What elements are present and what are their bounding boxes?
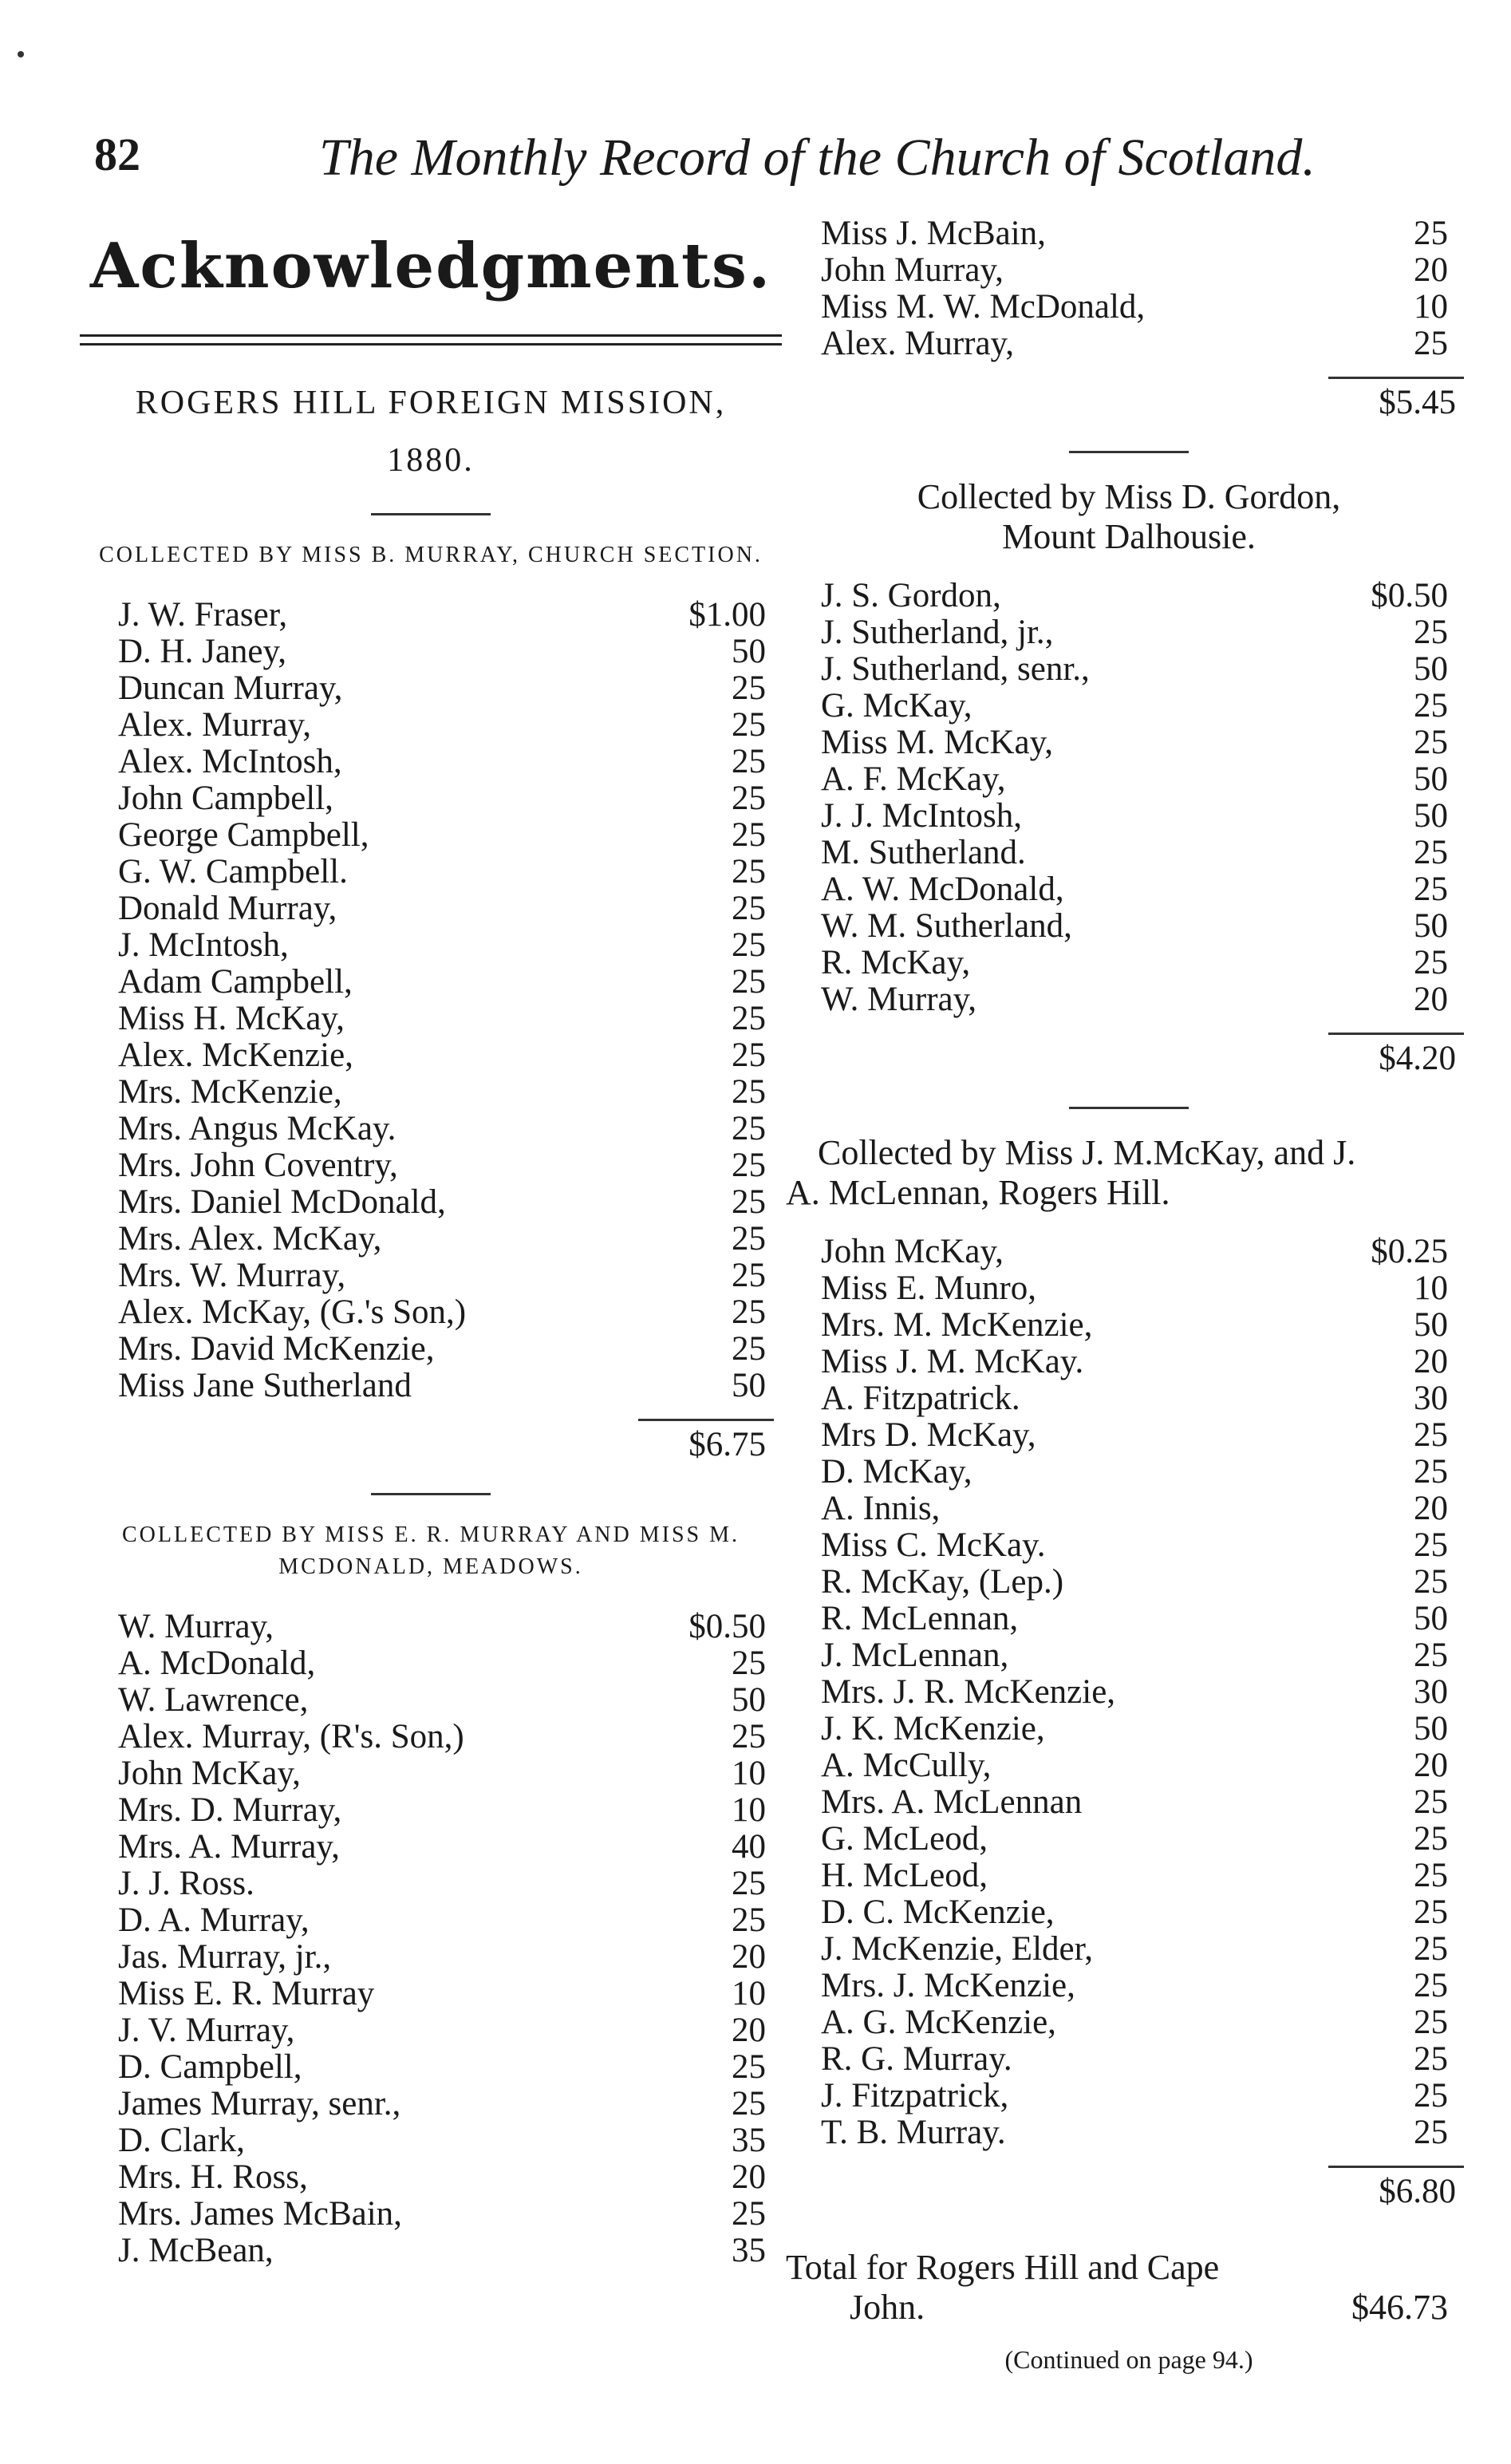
contributor-name: Mrs. A. Murray, [118, 1828, 340, 1866]
contribution-row [821, 1454, 1448, 1491]
contribution-amount: 25 [1414, 944, 1448, 981]
contributor-name: J. McKenzie, Elder, [821, 1930, 1093, 1968]
contribution-amount: 50 [732, 1367, 766, 1404]
contribution-amount: $0.50 [688, 1608, 766, 1645]
grand-total-label-line1: Total for Rogers Hill and Cape [786, 2248, 1220, 2287]
contribution-amount: 25 [732, 1073, 766, 1111]
contribution-amount: 25 [732, 890, 766, 927]
contributor-name: A. McCully, [821, 1747, 992, 1784]
contribution-amount: 25 [732, 853, 766, 890]
contributor-name: A. McDonald, [118, 1645, 316, 1682]
short-divider [371, 513, 491, 515]
contribution-amount: 25 [732, 2085, 766, 2122]
contribution-amount: 50 [1414, 760, 1448, 798]
contribution-amount: 25 [732, 669, 766, 707]
contribution-amount: 25 [1414, 1967, 1448, 2004]
contribution-amount: 20 [732, 1938, 766, 1976]
contributor-name: D. McKay, [821, 1453, 972, 1491]
contribution-row [821, 981, 1448, 1018]
contribution-amount: 20 [1414, 1747, 1448, 1784]
contribution-amount: 25 [732, 2195, 766, 2233]
contribution-row [821, 1234, 1448, 1270]
contribution-row [118, 1829, 766, 1866]
contribution-row [118, 1609, 766, 1645]
running-title: The Monthly Record of the Church of Scotland. [319, 128, 1316, 187]
contributor-name: W. Murray, [118, 1608, 274, 1645]
collector-3-line1: Collected by Miss D. Gordon, [917, 477, 1341, 516]
contribution-row [118, 634, 766, 670]
contribution-row [821, 326, 1448, 362]
contribution-amount: 25 [732, 1293, 766, 1331]
contribution-row [118, 2122, 766, 2159]
contribution-amount: 25 [732, 1330, 766, 1368]
contribution-row [821, 614, 1448, 651]
contribution-amount: 25 [732, 1147, 766, 1184]
contributor-name: J. J. McIntosh, [821, 797, 1023, 835]
contribution-row [118, 597, 766, 634]
contribution-row [821, 2041, 1448, 2078]
contribution-amount: 50 [1414, 797, 1448, 835]
contribution-row [821, 1858, 1448, 1894]
contributor-name: Duncan Murray, [118, 669, 343, 707]
contribution-amount: 25 [732, 780, 766, 817]
contribution-amount: 10 [732, 1755, 766, 1792]
contribution-row [821, 651, 1448, 688]
contribution-row [118, 817, 766, 854]
contributor-name: Mrs. J. R. McKenzie, [821, 1673, 1116, 1711]
contribution-amount: 25 [732, 1257, 766, 1294]
contributor-name: Miss E. R. Murray [118, 1975, 375, 2012]
contribution-row [118, 1682, 766, 1719]
contribution-amount: 35 [732, 2232, 766, 2269]
contribution-amount: 25 [732, 1645, 766, 1682]
contributor-name: Miss J. McBain, [821, 215, 1046, 252]
contributor-name: Mrs. Angus McKay. [118, 1110, 396, 1147]
contribution-row [821, 1637, 1448, 1674]
short-divider [1069, 1107, 1189, 1109]
contribution-row [118, 2049, 766, 2086]
contributor-name: Adam Campbell, [118, 963, 353, 1001]
contribution-amount: 20 [1414, 1490, 1448, 1527]
contribution-row [118, 1368, 766, 1404]
grand-total-label-line2: John. [850, 2288, 925, 2327]
contributor-name: John McKay, [821, 1233, 1004, 1270]
contributor-name: A. G. McKenzie, [821, 2004, 1056, 2041]
collector-4-line1: Collected by Miss J. M.McKay, and J. [818, 1133, 1356, 1172]
page-speck [18, 51, 24, 57]
contribution-row [118, 1294, 766, 1331]
contribution-row [118, 2233, 766, 2269]
contributor-name: Mrs. John Coventry, [118, 1147, 398, 1184]
contributor-name: Alex. Murray, [118, 706, 312, 744]
contribution-amount: 10 [732, 1975, 766, 2012]
contributor-name: W. Murray, [821, 981, 977, 1018]
contribution-amount: 25 [1414, 724, 1448, 761]
contribution-amount: 20 [732, 2012, 766, 2049]
contribution-row [821, 1674, 1448, 1711]
contribution-amount: 50 [732, 1681, 766, 1719]
contribution-amount: 25 [1414, 1563, 1448, 1601]
contributor-name: Miss C. McKay. [821, 1526, 1046, 1564]
contributor-name: H. McLeod, [821, 1857, 988, 1894]
contribution-row [821, 252, 1448, 289]
contributor-name: Miss E. Munro, [821, 1270, 1036, 1307]
contribution-amount: 10 [1414, 1270, 1448, 1307]
contribution-row [118, 854, 766, 890]
contribution-amount: 30 [1414, 1673, 1448, 1711]
contribution-amount: 25 [1414, 325, 1448, 362]
contribution-amount: 25 [732, 1718, 766, 1755]
contribution-row [821, 871, 1448, 908]
contribution-amount: 25 [1414, 1893, 1448, 1931]
contributor-name: Mrs D. McKay, [821, 1416, 1036, 1454]
contribution-amount: 20 [732, 2158, 766, 2196]
contributor-name: Alex. Murray, [821, 325, 1015, 362]
contribution-row [821, 1784, 1448, 1821]
contribution-row [118, 1074, 766, 1111]
contribution-amount: 50 [1414, 1306, 1448, 1344]
contribution-row [821, 1270, 1448, 1307]
contributor-name: R. McKay, (Lep.) [821, 1563, 1064, 1601]
contribution-list-2 [118, 1609, 782, 2269]
contributor-name: Mrs. Daniel McDonald, [118, 1183, 446, 1221]
contributor-name: D. Campbell, [118, 2048, 302, 2086]
contribution-amount: 50 [1414, 1710, 1448, 1747]
contribution-row [821, 1968, 1448, 2004]
contribution-amount: 25 [1414, 834, 1448, 871]
contribution-row [118, 744, 766, 780]
contribution-amount: 25 [1414, 1820, 1448, 1858]
contributor-name: T. B. Murray. [821, 2114, 1006, 2151]
contributor-name: J. Sutherland, jr., [821, 614, 1054, 651]
contribution-row [821, 761, 1448, 798]
contribution-amount: 10 [1414, 288, 1448, 326]
contributor-name: Miss M. W. McDonald, [821, 288, 1146, 326]
collector-heading-3 [786, 477, 1472, 557]
contribution-row [118, 1001, 766, 1037]
contribution-amount: 25 [1414, 1783, 1448, 1821]
contributor-name: Jas. Murray, jr., [118, 1938, 332, 1976]
contributor-name: Miss H. McKay, [118, 1000, 345, 1037]
contribution-amount: 25 [1414, 1453, 1448, 1491]
contribution-row [821, 688, 1448, 725]
contributor-name: Alex. McIntosh, [118, 743, 342, 780]
contribution-row [821, 1711, 1448, 1747]
contribution-amount: 25 [1414, 1526, 1448, 1564]
short-divider [371, 1493, 491, 1495]
contribution-amount: 25 [732, 1110, 766, 1147]
contribution-row [118, 964, 766, 1001]
contribution-row [821, 1491, 1448, 1527]
section-title-line1: ROGERS HILL FOREIGN MISSION, [135, 385, 727, 421]
contributor-name: A. Innis, [821, 1490, 941, 1527]
contribution-amount: 25 [1414, 687, 1448, 725]
contribution-amount: 40 [732, 1828, 766, 1866]
contributor-name: G. W. Campbell. [118, 853, 348, 890]
contribution-row [118, 1719, 766, 1755]
contributor-name: Mrs. J. McKenzie, [821, 1967, 1075, 2004]
contribution-row [821, 2004, 1448, 2041]
contribution-row [118, 2196, 766, 2233]
collector-heading-4 [786, 1133, 1472, 1213]
contributor-name: R. McKay, [821, 944, 971, 981]
contributor-name: W. Lawrence, [118, 1681, 309, 1719]
contribution-row [118, 780, 766, 817]
contribution-row [821, 1527, 1448, 1564]
contribution-row [118, 1792, 766, 1829]
contributor-name: R. McLennan, [821, 1600, 1019, 1637]
contribution-row [821, 1601, 1448, 1637]
contributor-name: Miss Jane Sutherland [118, 1367, 412, 1404]
contribution-amount: 25 [732, 1865, 766, 1902]
subtotal-2: $5.45 [1379, 384, 1456, 421]
contribution-amount: 20 [1414, 981, 1448, 1018]
contribution-row [118, 927, 766, 964]
contribution-amount: $0.50 [1371, 577, 1448, 614]
contributor-name: J. V. Murray, [118, 2012, 295, 2049]
acknowledgments-heading: Acknowledgments. [89, 230, 772, 302]
contributor-name: A. F. McKay, [821, 760, 1006, 798]
contribution-row [118, 890, 766, 927]
contribution-row [821, 1821, 1448, 1858]
contribution-amount: 50 [1414, 650, 1448, 688]
right-column [786, 215, 1472, 2375]
contribution-amount: 25 [1414, 1857, 1448, 1894]
contribution-amount: 25 [1414, 2114, 1448, 2151]
contributor-name: Alex. McKay, (G.'s Son,) [118, 1293, 467, 1331]
contribution-row [821, 289, 1448, 326]
contribution-row [118, 670, 766, 707]
contribution-amount: 30 [1414, 1380, 1448, 1417]
contribution-amount: 20 [1414, 1343, 1448, 1380]
contributor-name: Mrs. H. Ross, [118, 2158, 308, 2196]
collector-heading-2: COLLECTED BY MISS E. R. MURRAY AND MISS M. MCDONALD, MEADOWS. [122, 1522, 740, 1579]
contribution-row [821, 798, 1448, 835]
contribution-amount: 25 [1414, 614, 1448, 651]
contribution-list-4 [821, 1234, 1472, 2151]
contribution-amount: 25 [1414, 215, 1448, 252]
contributor-name: John Murray, [821, 251, 1004, 289]
contribution-amount: $0.25 [1371, 1233, 1448, 1270]
contributor-name: Mrs. McKenzie, [118, 1073, 342, 1111]
contribution-amount: 25 [732, 963, 766, 1001]
left-column [80, 215, 782, 2269]
contribution-row [118, 1939, 766, 1976]
contribution-row [821, 215, 1448, 252]
subtotal-3: $4.20 [1379, 1040, 1456, 1077]
contribution-amount: 25 [732, 1037, 766, 1074]
contributor-name: George Campbell, [118, 816, 369, 854]
contributor-name: R. G. Murray. [821, 2040, 1012, 2078]
contribution-amount: 25 [732, 1000, 766, 1037]
contributor-name: D. A. Murray, [118, 1901, 310, 1939]
contributor-name: J. Fitzpatrick, [821, 2077, 1009, 2115]
contribution-amount: 25 [732, 1901, 766, 1939]
contributor-name: J. Sutherland, senr., [821, 650, 1090, 688]
contributor-name: J. S. Gordon, [821, 577, 1001, 614]
contribution-row [821, 1380, 1448, 1417]
grand-total [786, 2248, 1472, 2328]
contribution-row [821, 1344, 1448, 1380]
contribution-amount: 10 [732, 1791, 766, 1829]
contribution-amount: 25 [732, 816, 766, 854]
contributor-name: D. H. Janey, [118, 633, 286, 670]
contributor-name: Miss J. M. McKay. [821, 1343, 1084, 1380]
contribution-row [118, 1976, 766, 2012]
contribution-row [821, 2078, 1448, 2115]
contribution-amount: 25 [1414, 2040, 1448, 2078]
contribution-amount: 25 [732, 1220, 766, 1258]
contribution-amount: 25 [1414, 871, 1448, 908]
contributor-name: D. Clark, [118, 2122, 245, 2159]
contribution-row [821, 908, 1448, 945]
section-title [80, 374, 782, 489]
contribution-amount: 25 [732, 2048, 766, 2086]
contributor-name: W. M. Sutherland, [821, 907, 1072, 945]
contribution-row [821, 2115, 1448, 2151]
contribution-list-3 [821, 578, 1472, 1018]
contribution-row [118, 1645, 766, 1682]
contribution-row [118, 1755, 766, 1792]
contribution-row [118, 707, 766, 744]
contribution-amount: 20 [1414, 251, 1448, 289]
contribution-row [118, 2086, 766, 2122]
contributor-name: Mrs. M. McKenzie, [821, 1306, 1093, 1344]
contributor-name: J. McIntosh, [118, 926, 289, 964]
contribution-list-1 [118, 597, 782, 1404]
contribution-row [118, 1147, 766, 1184]
contributor-name: Mrs. James McBain, [118, 2195, 402, 2233]
contribution-row [821, 1747, 1448, 1784]
contribution-row [118, 2159, 766, 2196]
contribution-row [118, 1037, 766, 1074]
contribution-row [821, 1931, 1448, 1968]
contribution-row [821, 1564, 1448, 1601]
contribution-row [821, 725, 1448, 761]
contributor-name: J. W. Fraser, [118, 596, 288, 634]
contributor-name: A. W. McDonald, [821, 871, 1064, 908]
contributor-name: John McKay, [118, 1755, 301, 1792]
contributor-name: Miss M. McKay, [821, 724, 1054, 761]
contributor-name: J. J. Ross. [118, 1865, 254, 1902]
contribution-row [821, 1417, 1448, 1454]
contribution-row [118, 1184, 766, 1221]
contribution-row [118, 1258, 766, 1294]
contribution-list-2-continued [821, 215, 1472, 362]
contribution-row [118, 2012, 766, 2049]
contribution-amount: 25 [732, 743, 766, 780]
contributor-name: M. Sutherland. [821, 834, 1026, 871]
contribution-row [118, 1221, 766, 1258]
contribution-amount: 25 [732, 1183, 766, 1221]
contribution-row [118, 1111, 766, 1147]
short-divider [1069, 451, 1189, 453]
contribution-row [118, 1902, 766, 1939]
contribution-row [821, 835, 1448, 871]
continued-note: (Continued on page 94.) [1004, 2345, 1253, 2374]
contributor-name: J. McBean, [118, 2232, 274, 2269]
contribution-row [821, 1307, 1448, 1344]
contributor-name: Mrs. A. McLennan [821, 1783, 1083, 1821]
contribution-amount: 50 [1414, 1600, 1448, 1637]
contribution-amount: 25 [1414, 2077, 1448, 2115]
section-title-year: 1880. [387, 442, 475, 479]
contributor-name: Alex. McKenzie, [118, 1037, 353, 1074]
contributor-name: Alex. Murray, (R's. Son,) [118, 1718, 464, 1755]
subtotal-1: $6.75 [688, 1426, 766, 1463]
contributor-name: D. C. McKenzie, [821, 1893, 1055, 1931]
contributor-name: Mrs. D. Murray, [118, 1791, 342, 1829]
collector-3-line2: Mount Dalhousie. [1002, 517, 1256, 556]
page-number: 82 [94, 128, 140, 180]
contribution-amount: 25 [1414, 1930, 1448, 1968]
contribution-amount: 35 [732, 2122, 766, 2159]
contributor-name: A. Fitzpatrick. [821, 1380, 1020, 1417]
contributor-name: J. K. McKenzie, [821, 1710, 1045, 1747]
contribution-amount: 50 [732, 633, 766, 670]
collector-heading-1: COLLECTED BY MISS B. MURRAY, CHURCH SECTION. [99, 543, 763, 567]
subtotal-4: $6.80 [1379, 2173, 1456, 2210]
grand-total-amount: $46.73 [1351, 2288, 1448, 2327]
collector-4-line2: A. McLennan, Rogers Hill. [786, 1173, 1170, 1212]
contribution-amount: 25 [732, 706, 766, 744]
contributor-name: James Murray, senr., [118, 2085, 401, 2122]
contribution-row [118, 1331, 766, 1368]
contributor-name: G. McLeod, [821, 1820, 988, 1858]
contributor-name: Mrs. David McKenzie, [118, 1330, 435, 1368]
contributor-name: Mrs. W. Murray, [118, 1257, 346, 1294]
contribution-amount: 25 [1414, 1416, 1448, 1454]
contributor-name: John Campbell, [118, 780, 333, 817]
contribution-row [821, 945, 1448, 981]
contribution-row [118, 1866, 766, 1902]
contribution-row [821, 1894, 1448, 1931]
contribution-amount: 25 [1414, 1637, 1448, 1674]
contribution-amount: $1.00 [688, 596, 766, 634]
double-rule-divider [80, 334, 782, 346]
contribution-amount: 25 [1414, 2004, 1448, 2041]
contribution-amount: 25 [732, 926, 766, 964]
contributor-name: J. McLennan, [821, 1637, 1009, 1674]
contribution-row [821, 578, 1448, 614]
contribution-amount: 50 [1414, 907, 1448, 945]
contributor-name: Donald Murray, [118, 890, 337, 927]
contributor-name: G. McKay, [821, 687, 972, 725]
contributor-name: Mrs. Alex. McKay, [118, 1220, 382, 1258]
